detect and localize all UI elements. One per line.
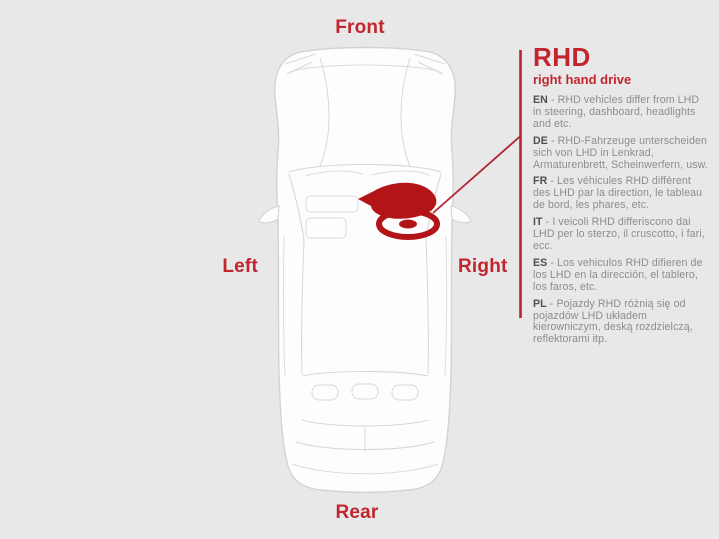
- language-entry-en: [533, 95, 709, 131]
- rear-label: Rear: [335, 502, 379, 523]
- right-label: Right: [458, 256, 508, 277]
- language-code: IT: [533, 216, 543, 229]
- language-entry-es: [533, 258, 709, 294]
- language-code: ES: [533, 256, 548, 269]
- side-mirror-left: [259, 206, 279, 223]
- front-label: Front: [335, 17, 385, 38]
- panel-subtitle: right hand drive: [533, 72, 632, 87]
- language-text: - RHD-Fahrzeuge unterscheiden sich von LHD in Lenkrad, Armaturenbrett, Scheinwerfern, usw.: [533, 134, 708, 171]
- language-entry-de: [533, 136, 709, 172]
- side-mirror-right: [451, 206, 471, 223]
- language-code: FR: [533, 175, 548, 188]
- language-text: - Pojazdy RHD różnią się od pojazdów LHD układem kierowniczym, deską rozdzielczą, reflektorami itp.: [533, 297, 693, 346]
- language-text: - I veicoli RHD differiscono dai LHD per lo sterzo, il cruscotto, i fari, ecc.: [533, 216, 705, 252]
- steering-wheel-hub: [399, 220, 417, 229]
- panel-language-list: [533, 95, 709, 346]
- panel-title: RHD: [533, 42, 591, 72]
- language-code: DE: [533, 134, 548, 147]
- language-code: EN: [533, 94, 548, 106]
- left-label: Left: [222, 256, 258, 277]
- language-entry-it: [533, 217, 709, 253]
- language-code: PL: [533, 297, 547, 310]
- language-text: - RHD vehicles differ from LHD in steering, dashboard, headlights and etc.: [533, 94, 700, 130]
- language-entry-pl: [533, 299, 709, 347]
- language-text: - Les véhicules RHD diffèrent des LHD par la direction, le tableau de bord, les phares, etc.: [533, 175, 703, 212]
- language-entry-fr: [533, 176, 709, 212]
- language-text: - Los vehiculos RHD difieren de los LHD en la dirección, el tablero, los faros, etc.: [533, 256, 703, 293]
- rhd-info-panel: [533, 44, 709, 351]
